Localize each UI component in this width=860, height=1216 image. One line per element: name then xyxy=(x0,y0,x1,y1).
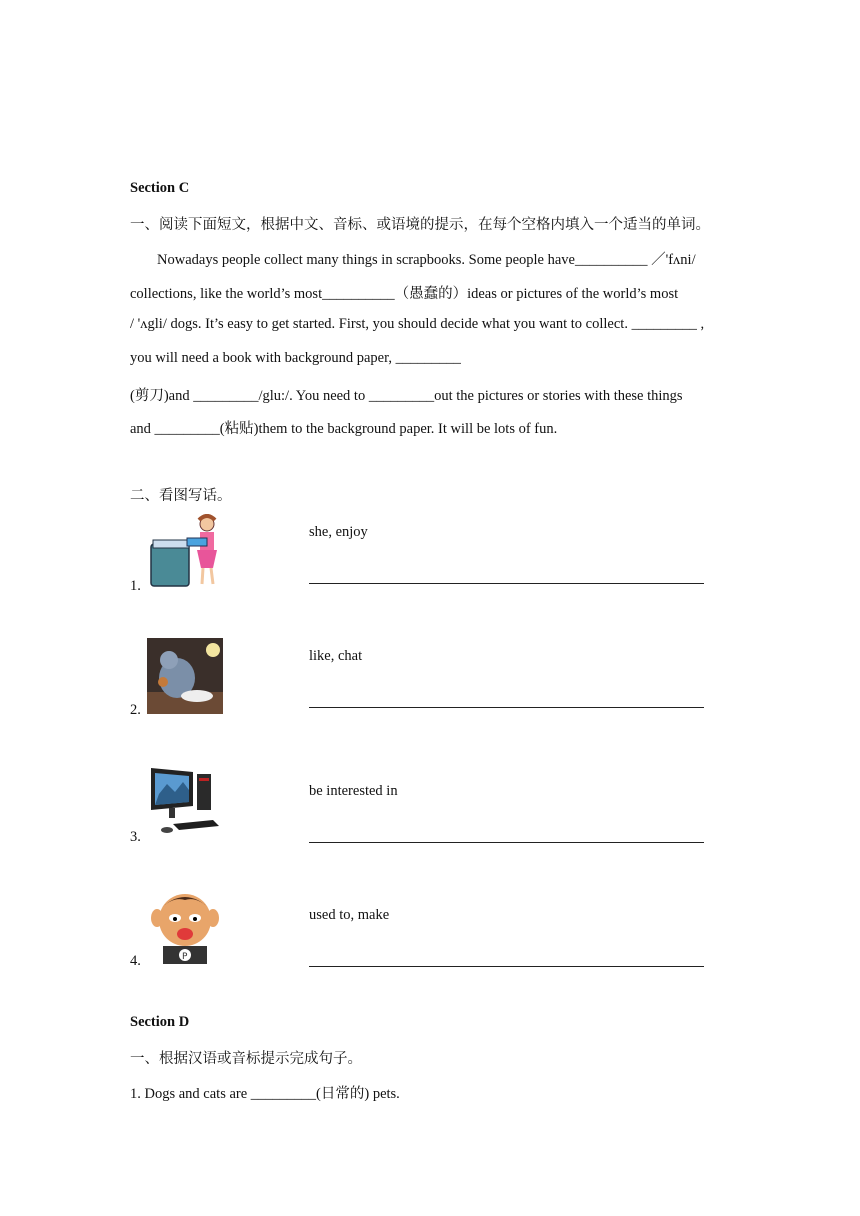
item-1-answer-line[interactable] xyxy=(309,583,704,584)
section-c-part1-instruction: 一、阅读下面短文，根据中文、音标、或语境的提示，在每个空格内填入一个适当的单词。 xyxy=(130,217,710,233)
passage-line-4: you will need a book with background paper, _________ xyxy=(130,350,461,366)
passage-line-3: / 'ʌgli/ dogs. It’s easy to get started. First, you should decide what you want to collect. _________ , xyxy=(130,316,705,332)
item-1-hint: she, enjoy xyxy=(309,524,368,540)
section-c-title: Section C xyxy=(130,180,190,196)
item-3-answer-line[interactable] xyxy=(309,842,704,843)
svg-text:P: P xyxy=(182,952,188,962)
passage-line-5: (剪刀)and _________/glu:/. You need to _________out the pictures or stories with these things xyxy=(130,388,683,404)
passage-line-6: and _________(粘贴)them to the background paper. It will be lots of fun. xyxy=(130,421,558,437)
item-3-number: 3. xyxy=(130,829,141,845)
item-3-hint: be interested in xyxy=(309,783,398,799)
cat-mouse-picture xyxy=(147,638,223,714)
funny-face-picture xyxy=(147,888,223,964)
item-4-answer-line[interactable] xyxy=(309,966,704,967)
section-d-part1-instruction: 一、根据汉语或音标提示完成句子。 xyxy=(130,1051,362,1067)
section-d-sentence-1: 1. Dogs and cats are _________(日常的) pets. xyxy=(130,1086,400,1102)
section-c-part2-instruction: 二、看图写话。 xyxy=(130,488,232,504)
item-2-number: 2. xyxy=(130,702,141,718)
passage-line-1: Nowadays people collect many things in scrapbooks. Some people have__________ ／'fʌni/ xyxy=(157,252,696,268)
passage-line-2: collections, like the world’s most__________（愚蠢的）ideas or pictures of the world’s most xyxy=(130,286,679,302)
section-d-title: Section D xyxy=(130,1014,190,1030)
item-2-hint: like, chat xyxy=(309,648,363,664)
item-1-number: 1. xyxy=(130,578,141,594)
computer-picture xyxy=(147,764,223,840)
item-2-answer-line[interactable] xyxy=(309,707,704,708)
girl-scrapbook-picture xyxy=(147,514,223,590)
item-4-hint: used to, make xyxy=(309,907,390,923)
item-4-number: 4. xyxy=(130,953,141,969)
